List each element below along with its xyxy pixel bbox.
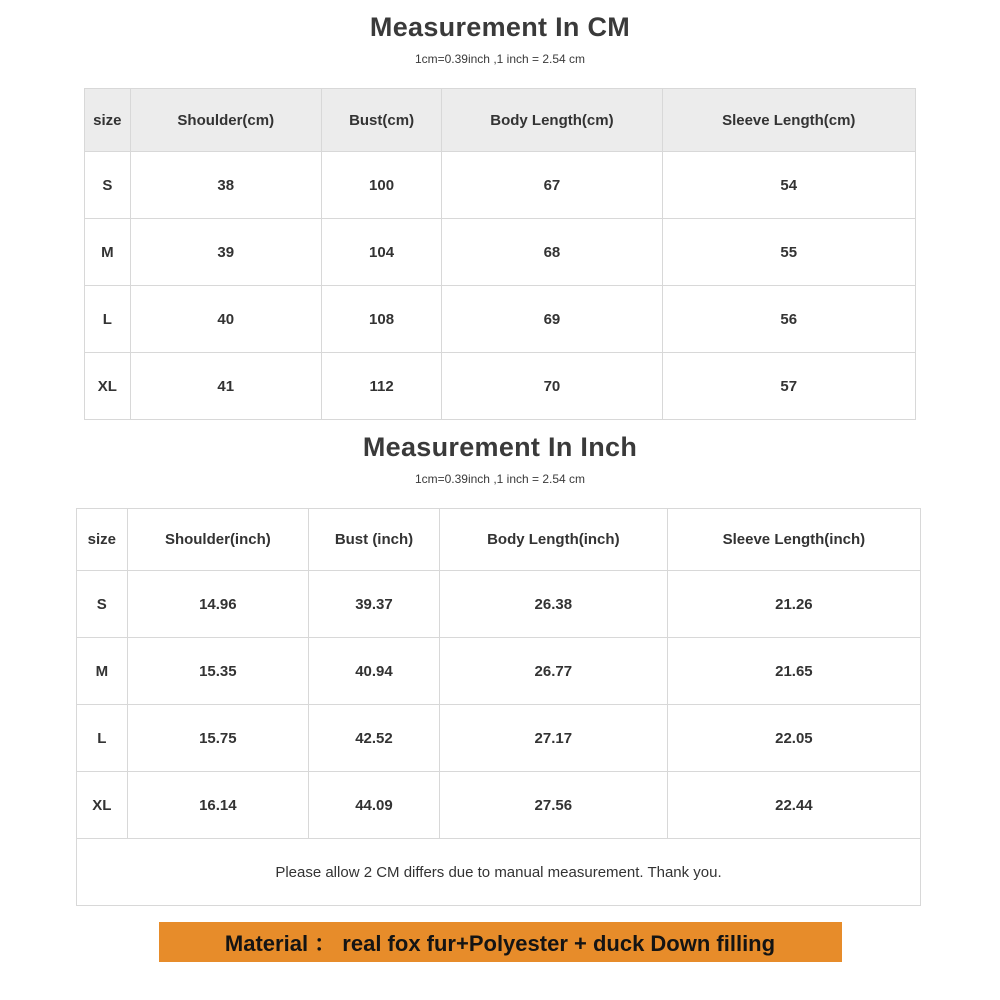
size-cell: L [85, 286, 131, 353]
cm-col-header-bust: Bust(cm) [321, 89, 441, 152]
value-cell: 22.44 [667, 772, 920, 839]
inch-col-header-body-length: Body Length(inch) [439, 509, 667, 571]
table-row [77, 772, 921, 839]
cm-section-title: Measurement In CM [369, 12, 631, 42]
note-row [77, 839, 921, 906]
table-row [77, 571, 921, 638]
value-cell: 69 [442, 286, 662, 353]
inch-section-subtitle: 1cm=0.39inch ,1 inch = 2.54 cm [414, 472, 586, 486]
material-banner [159, 922, 842, 962]
inch-header-row [77, 509, 921, 571]
value-cell: 27.56 [439, 772, 667, 839]
value-cell: 67 [442, 152, 662, 219]
value-cell: 26.38 [439, 571, 667, 638]
inch-col-header-shoulder: Shoulder(inch) [127, 509, 308, 571]
value-cell: 70 [442, 353, 662, 420]
table-row [85, 286, 916, 353]
size-cell: XL [85, 353, 131, 420]
table-row [77, 638, 921, 705]
cm-size-table [84, 88, 916, 420]
cm-section [0, 0, 1000, 420]
size-cell: S [77, 571, 128, 638]
value-cell: 21.26 [667, 571, 920, 638]
value-cell: 21.65 [667, 638, 920, 705]
value-cell: 27.17 [439, 705, 667, 772]
value-cell: 41 [130, 353, 321, 420]
value-cell: 22.05 [667, 705, 920, 772]
value-cell: 40 [130, 286, 321, 353]
value-cell: 14.96 [127, 571, 308, 638]
value-cell: 39.37 [309, 571, 440, 638]
table-row [85, 152, 916, 219]
cm-header-row [85, 89, 916, 152]
cm-col-header-size: size [85, 89, 131, 152]
inch-section-title: Measurement In Inch [362, 432, 638, 462]
value-cell: 55 [662, 219, 915, 286]
material-text: Material ： real fox fur+Polyester + duck Down filling [224, 930, 776, 956]
size-cell: M [77, 638, 128, 705]
value-cell: 57 [662, 353, 915, 420]
size-cell: L [77, 705, 128, 772]
size-cell: M [85, 219, 131, 286]
table-row [85, 219, 916, 286]
value-cell: 68 [442, 219, 662, 286]
value-cell: 26.77 [439, 638, 667, 705]
inch-size-table [76, 508, 921, 906]
cm-section-subtitle: 1cm=0.39inch ,1 inch = 2.54 cm [414, 52, 586, 66]
value-cell: 39 [130, 219, 321, 286]
value-cell: 108 [321, 286, 441, 353]
table-row [85, 353, 916, 420]
value-cell: 16.14 [127, 772, 308, 839]
value-cell: 15.35 [127, 638, 308, 705]
size-cell: S [85, 152, 131, 219]
cm-col-header-sleeve-length: Sleeve Length(cm) [662, 89, 915, 152]
value-cell: 104 [321, 219, 441, 286]
inch-col-header-bust: Bust (inch) [309, 509, 440, 571]
cm-col-header-shoulder: Shoulder(cm) [130, 89, 321, 152]
value-cell: 56 [662, 286, 915, 353]
inch-col-header-size: size [77, 509, 128, 571]
table-row [77, 705, 921, 772]
value-cell: 42.52 [309, 705, 440, 772]
inch-section [0, 432, 1000, 906]
value-cell: 112 [321, 353, 441, 420]
value-cell: 54 [662, 152, 915, 219]
cm-col-header-body-length: Body Length(cm) [442, 89, 662, 152]
inch-col-header-sleeve-length: Sleeve Length(inch) [667, 509, 920, 571]
value-cell: 38 [130, 152, 321, 219]
value-cell: 40.94 [309, 638, 440, 705]
value-cell: 15.75 [127, 705, 308, 772]
value-cell: 100 [321, 152, 441, 219]
measurement-note: Please allow 2 CM differs due to manual measurement. Thank you. [77, 839, 921, 906]
value-cell: 44.09 [309, 772, 440, 839]
size-cell: XL [77, 772, 128, 839]
